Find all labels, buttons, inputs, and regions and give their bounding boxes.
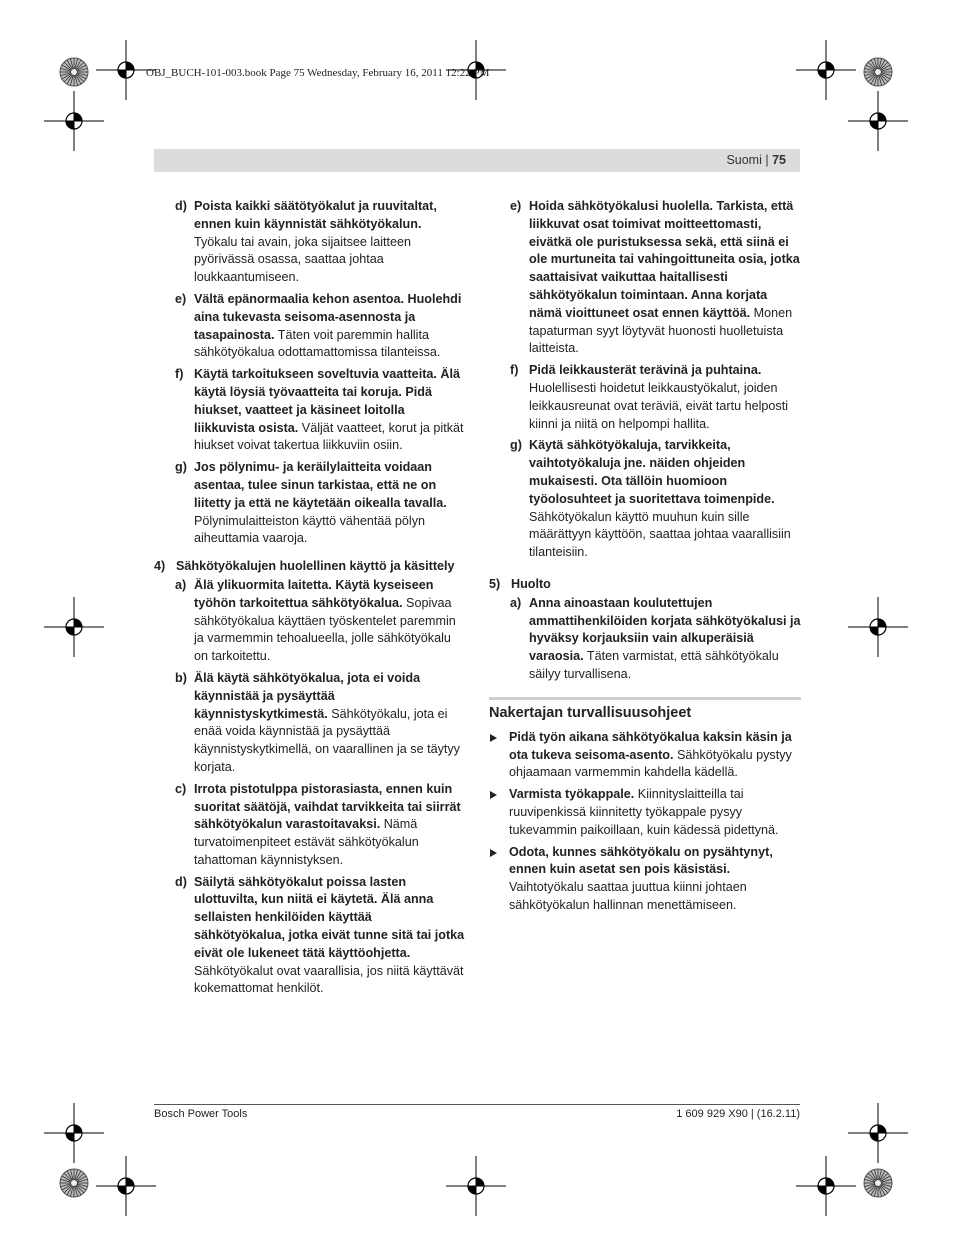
section-marker: 4) <box>154 559 166 574</box>
list-item <box>154 577 466 666</box>
item-marker: g) <box>510 438 522 453</box>
footer-brand: Bosch Power Tools <box>154 1108 248 1120</box>
bullet-text: Sähkötyökalu pystyy ohjaamaan varmemmin kahdella kädellä. <box>509 747 792 780</box>
registration-crosshair-icon <box>44 1103 104 1163</box>
triangle-bullet-icon <box>490 734 497 742</box>
section-title: Sähkötyökalujen huolellinen käyttö ja käsittely <box>176 559 455 574</box>
page-header-text <box>726 153 786 167</box>
header-separator: | <box>765 153 769 167</box>
safety-section-title: Nakertajan turvallisuusohjeet <box>489 704 692 721</box>
registration-crosshair-icon <box>796 1156 856 1216</box>
list-item <box>154 291 466 362</box>
item-text: Täten varmistat, että sähkötyökalu säilyy turvallisena. <box>529 649 779 681</box>
left-column <box>154 198 466 1002</box>
item-marker: f) <box>510 363 519 378</box>
bullet-item <box>489 786 801 839</box>
list-item <box>154 366 466 455</box>
item-bold-text: Anna ainoastaan koulutettujen ammattihenkilöiden korjata sähkötyökalusi ja hyväksy korjauksiin vain alkuperäisiä varaosia. <box>529 595 801 664</box>
item-marker: a) <box>175 577 187 592</box>
item-marker: g) <box>175 460 187 475</box>
registration-rosette-icon <box>59 57 89 87</box>
item-marker: a) <box>510 595 522 610</box>
bullet-bold-text: Varmista työkappale. <box>509 787 635 802</box>
list-item <box>154 781 466 870</box>
item-bold-text: Käytä sähkötyökaluja, tarvikkeita, vaihtotyökaluja jne. näiden ohjeiden mukaisesti. Ota tällöin huomioon työolosuhteet ja suoritettava toimenpide. <box>529 438 775 506</box>
item-text: Täten voit paremmin hallita sähkötyökalua odottamattomissa tilanteissa. <box>194 327 441 360</box>
list-item <box>489 437 801 562</box>
bullet-bold-text: Odota, kunnes sähkötyökalu on pysähtynyt, ennen kuin asetat sen pois käsistäsi. <box>509 844 773 877</box>
bullet-text: Vaihtotyökalu saattaa juuttua kiinni johtaen sähkötyökalun hallinnan menettämiseen. <box>509 880 747 912</box>
list-item <box>154 198 466 287</box>
triangle-bullet-icon <box>490 791 497 799</box>
registration-crosshair-icon <box>848 1103 908 1163</box>
item-marker: d) <box>175 199 187 213</box>
header-page-number: 75 <box>772 153 786 167</box>
registration-crosshair-icon <box>848 91 908 151</box>
list-item <box>489 362 801 433</box>
footer-doc-number: 1 609 929 X90 | (16.2.11) <box>676 1108 800 1120</box>
header-section: Suomi <box>726 153 762 167</box>
page-header-bar <box>154 149 800 172</box>
item-bold-text: Irrota pistotulppa pistorasiasta, ennen kuin suoritat säätöjä, vaihdat tarvikkeita tai siirrät sähkötyökalun varastoitavaksi. <box>194 781 461 832</box>
item-bold-text: Älä ylikuormita laitetta. Käytä kyseiseen työhön tarkoitettua sähkötyökalua. <box>194 577 434 610</box>
registration-rosette-icon <box>863 57 893 87</box>
section-rule <box>489 697 801 700</box>
item-bold-text: Käytä tarkoitukseen soveltuvia vaatteita. Älä käytä löysiä työvaatteita tai koruja. Pidä hiukset, vaatteet ja käsineet loitolla liikkuvista osista. <box>194 367 460 435</box>
item-text: Väljät vaatteet, korut ja pitkät hiukset voivat takertua liikkuviin osiin. <box>194 420 464 453</box>
section-heading-4 <box>154 558 466 576</box>
item-text: Sähkötyökalu, jota ei enää voida käynnistää ja pysäyttää käynnistyskytkimellä, on vaarallinen ja se täytyy korjata. <box>194 706 460 774</box>
item-text: Sähkötyökalut ovat vaarallisia, jos niitä käyttävät kokemattomat henkilöt. <box>194 963 464 996</box>
item-text: Työkalu tai avain, joka sijaitsee laitteen pyörivässä osassa, saattaa johtaa loukkaantumiseen. <box>194 234 412 285</box>
list-item <box>489 198 801 358</box>
item-bold-text: Poista kaikki säätötyökalut ja ruuvitaltat, ennen kuin käynnistät sähkötyökalun. <box>194 199 437 231</box>
item-text: Pölynimulaitteiston käyttö vähentää pölyn aiheuttamia vaaroja. <box>194 513 426 546</box>
item-bold-text: Vältä epänormaalia kehon asentoa. Huolehdi aina tukevasta seisoma-asennosta ja tasapainosta. <box>194 291 462 342</box>
list-item <box>489 595 801 684</box>
bullet-text: Kiinnityslaitteilla tai ruuvipenkissä kiinnitetty työkappale pysyy tukevammin paikoillaan, kuin kädessä pidettynä. <box>509 787 779 837</box>
bullet-item <box>489 729 801 782</box>
item-marker: e) <box>510 199 522 213</box>
item-marker: b) <box>175 670 187 685</box>
registration-crosshair-icon <box>848 597 908 657</box>
section-title: Huolto <box>511 576 551 591</box>
item-text: Sopivaa sähkötyökalua käyttäen työskentelet paremmin ja varmemmin tehoalueella, jolle sähkötyökalu on tarkoitettu. <box>194 595 456 664</box>
item-text: Nämä turvatoimenpiteet estävät sähkötyökalun tahattoman käynnistyksen. <box>194 817 419 867</box>
registration-rosette-icon <box>59 1168 89 1198</box>
triangle-bullet-icon <box>490 849 497 857</box>
footer-rule <box>154 1104 800 1105</box>
item-bold-text: Hoida sähkötyökalusi huolella. Tarkista, että liikkuvat osat toimivat moitteettomasti, eivätkä ole puristuksessa sekä, että siinä ei ole murtuneita tai vahingoittuneita osia, jotka saattaisivat vaikuttaa haitallisesti sähkötyökalun toimintaan. Anna korjata nämä vioittuneet osat ennen käyttöä. <box>529 199 800 320</box>
registration-crosshair-icon <box>44 597 104 657</box>
bullet-bold-text: Pidä työn aikana sähkötyökalua kaksin käsin ja ota tukeva seisoma-asento. <box>509 729 792 762</box>
list-item <box>154 874 466 999</box>
registration-crosshair-icon <box>796 40 856 100</box>
section-marker: 5) <box>489 576 501 591</box>
item-text: Monen tapaturman syyt löytyvät huonosti huolletuista laitteista. <box>529 305 793 356</box>
registration-crosshair-icon <box>44 91 104 151</box>
print-slug: OBJ_BUCH-101-003.book Page 75 Wednesday, February 16, 2011 12:22 PM <box>146 67 490 79</box>
item-bold-text: Jos pölynimu- ja keräilylaitteita voidaan asentaa, tulee sinun tarkistaa, että ne on liitetty ja että ne käytetään oikealla tavalla. <box>194 460 447 510</box>
registration-crosshair-icon <box>446 1156 506 1216</box>
item-marker: d) <box>175 874 187 889</box>
list-item <box>154 670 466 777</box>
item-bold-text: Älä käytä sähkötyökalua, jota ei voida käynnistää ja pysäyttää käynnistyskytkimestä. <box>194 670 421 721</box>
item-bold-text: Pidä leikkausterät terävinä ja puhtaina. <box>529 363 762 378</box>
right-column <box>489 198 801 919</box>
item-marker: c) <box>175 781 187 796</box>
list-item <box>154 459 466 548</box>
item-text: Sähkötyökalun käyttö muuhun kuin sille määrättyyn käyttöön, saattaa johtaa vaarallisiin tilanteisiin. <box>529 509 791 560</box>
registration-crosshair-icon <box>96 1156 156 1216</box>
bullet-item <box>489 844 801 915</box>
item-bold-text: Säilytä sähkötyökalut poissa lasten ulottuvilta, kun niitä ei käytetä. Älä anna sellaisten henkilöiden käyttää sähkötyökalua, jotka eivät tunne sitä tai jotka eivät ole lukeneet tätä käyttöohjetta. <box>194 874 465 960</box>
item-marker: e) <box>175 291 187 306</box>
item-marker: f) <box>175 367 184 382</box>
item-text: Huolellisesti hoidetut leikkaustyökalut, joiden leikkausreunat ovat teräviä, eivät tartu helposti kiinni ja niitä on helpompi hallita. <box>529 380 789 431</box>
registration-rosette-icon <box>863 1168 893 1198</box>
section-heading-5 <box>489 576 801 594</box>
